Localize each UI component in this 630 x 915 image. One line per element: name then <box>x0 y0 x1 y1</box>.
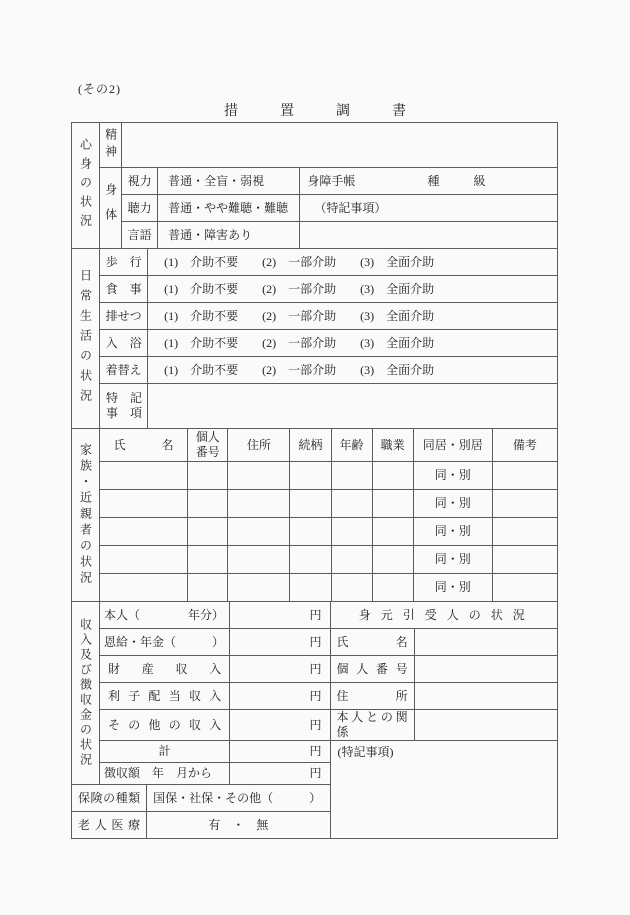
vision-label: 視力 <box>122 168 158 195</box>
daily-life-notes-label-line1: 特 記 <box>106 391 143 405</box>
mind-body-section <box>71 122 558 249</box>
family-section <box>71 428 558 602</box>
body-label <box>100 168 122 249</box>
page-title: 措置調書 <box>224 104 448 119</box>
placement-form <box>71 122 558 839</box>
family-relation-cell <box>290 518 331 546</box>
family-living-options: 同・別 <box>413 574 492 602</box>
eating-label: 食 事 <box>100 276 148 303</box>
family-name-cell <box>100 462 188 490</box>
family-my-number-cell <box>188 518 228 546</box>
income-property-label: 財産収入 <box>100 656 230 683</box>
dressing-label: 着替え <box>100 357 148 384</box>
family-address-cell <box>228 574 290 602</box>
daily-life-notes-input-cell <box>148 384 558 429</box>
income-collection-unit: 円 <box>230 763 330 785</box>
family-name-cell <box>100 518 188 546</box>
income-other-label: その他の収入 <box>100 710 230 741</box>
family-living-options: 同・別 <box>413 462 492 490</box>
family-my-number-cell <box>188 490 228 518</box>
family-occupation-cell <box>372 546 413 574</box>
family-remarks-cell <box>492 490 557 518</box>
body-label-text: 身体 <box>103 183 118 233</box>
mental-label-text: 精神 <box>103 128 118 162</box>
income-total-unit: 円 <box>230 741 330 763</box>
family-age-cell <box>331 490 372 518</box>
guarantor-title: 身元引受人の状況 <box>330 602 558 629</box>
family-occupation-cell <box>372 518 413 546</box>
insurance-type-label: 保険の種類 <box>72 785 147 812</box>
family-address-cell <box>228 490 290 518</box>
family-my-number-cell <box>188 574 228 602</box>
family-row <box>72 546 558 574</box>
family-name-cell <box>100 546 188 574</box>
guarantor-notes-label: (特記事項) <box>330 741 558 839</box>
income-total-label: 計 <box>100 741 230 763</box>
family-occupation-cell <box>372 574 413 602</box>
family-my-number-cell <box>188 546 228 574</box>
family-header-address: 住所 <box>228 429 290 462</box>
income-self-unit: 円 <box>230 602 330 629</box>
family-occupation-cell <box>372 490 413 518</box>
family-header-my-number: 個人番号 <box>188 429 228 462</box>
walking-options: (1) 介助不要 (2) 一部介助 (3) 全面介助 <box>148 249 558 276</box>
hearing-options: 普通・やや難聴・難聴 <box>158 195 300 222</box>
income-section-label-text: 収入及び徴収金の状況 <box>78 618 93 768</box>
family-address-cell <box>228 546 290 574</box>
daily-life-section <box>71 248 558 429</box>
family-relation-cell <box>290 490 331 518</box>
family-my-number-cell <box>188 462 228 490</box>
guarantor-name-label: 氏名 <box>330 629 414 656</box>
handbook-grade-label: 種 <box>427 173 440 188</box>
guarantor-address-input-cell <box>414 683 557 710</box>
family-header-name: 氏 名 <box>100 429 188 462</box>
daily-life-section-label <box>72 249 100 429</box>
mental-input-cell <box>122 123 558 168</box>
toileting-options: (1) 介助不要 (2) 一部介助 (3) 全面介助 <box>148 303 558 330</box>
bathing-label: 入 浴 <box>100 330 148 357</box>
family-name-cell <box>100 574 188 602</box>
family-remarks-cell <box>492 546 557 574</box>
daily-life-notes-label-line2: 事 項 <box>106 406 143 420</box>
family-living-options: 同・別 <box>413 490 492 518</box>
family-remarks-cell <box>492 462 557 490</box>
guarantor-name-input-cell <box>414 629 557 656</box>
family-header-relation: 続柄 <box>290 429 331 462</box>
income-section <box>71 601 558 839</box>
guarantor-relation-label: 本人との関係 <box>330 710 414 741</box>
family-address-cell <box>228 518 290 546</box>
handbook-label: 身障手帳 <box>307 173 356 188</box>
guarantor-my-number-input-cell <box>414 656 557 683</box>
daily-life-notes-label <box>100 384 148 429</box>
income-property-unit: 円 <box>230 656 330 683</box>
mind-body-notes-label: （特記事項） <box>300 195 558 222</box>
mental-label <box>100 123 122 168</box>
guarantor-address-label: 住所 <box>330 683 414 710</box>
family-age-cell <box>331 574 372 602</box>
family-row <box>72 574 558 602</box>
family-age-cell <box>331 462 372 490</box>
hearing-label: 聴力 <box>122 195 158 222</box>
family-header-living: 同居・別居 <box>413 429 492 462</box>
guarantor-my-number-label: 個人番号 <box>330 656 414 683</box>
elderly-care-options: 有 ・ 無 <box>147 812 330 839</box>
page-note: (その2) <box>78 82 121 96</box>
dressing-options: (1) 介助不要 (2) 一部介助 (3) 全面介助 <box>148 357 558 384</box>
family-header-age: 年齢 <box>331 429 372 462</box>
family-row <box>72 462 558 490</box>
mind-body-section-label <box>72 123 100 249</box>
income-self-label: 本人（ 年分） <box>100 602 230 629</box>
family-section-label-text: 家族・近親者の状況 <box>78 443 93 587</box>
eating-options: (1) 介助不要 (2) 一部介助 (3) 全面介助 <box>148 276 558 303</box>
family-remarks-cell <box>492 518 557 546</box>
family-address-cell <box>228 462 290 490</box>
family-living-options: 同・別 <box>413 546 492 574</box>
income-interest-label: 利子配当収入 <box>100 683 230 710</box>
speech-label: 言語 <box>122 222 158 249</box>
income-pension-unit: 円 <box>230 629 330 656</box>
elderly-care-label: 老人医療 <box>72 812 147 839</box>
income-other-unit: 円 <box>230 710 330 741</box>
family-relation-cell <box>290 574 331 602</box>
family-relation-cell <box>290 546 331 574</box>
family-row <box>72 490 558 518</box>
family-relation-cell <box>290 462 331 490</box>
speech-options: 普通・障害あり <box>158 222 300 249</box>
family-header-occupation: 職業 <box>372 429 413 462</box>
toileting-label: 排せつ <box>100 303 148 330</box>
mind-body-notes-input-cell <box>300 222 558 249</box>
income-pension-label: 恩給・年金（ ） <box>100 629 230 656</box>
insurance-type-options: 国保・社保・その他（ ） <box>147 785 330 812</box>
family-name-cell <box>100 490 188 518</box>
family-age-cell <box>331 546 372 574</box>
bathing-options: (1) 介助不要 (2) 一部介助 (3) 全面介助 <box>148 330 558 357</box>
handbook-class-label: 級 <box>473 173 486 188</box>
income-section-label <box>72 602 100 785</box>
family-header-remarks: 備考 <box>492 429 557 462</box>
guarantor-relation-input-cell <box>414 710 557 741</box>
family-row <box>72 518 558 546</box>
family-age-cell <box>331 518 372 546</box>
income-collection-label: 徴収額 年 月から <box>100 763 230 785</box>
vision-options: 普通・全盲・弱視 <box>158 168 300 195</box>
walking-label: 歩 行 <box>100 249 148 276</box>
family-section-label <box>72 429 100 602</box>
family-remarks-cell <box>492 574 557 602</box>
income-interest-unit: 円 <box>230 683 330 710</box>
family-occupation-cell <box>372 462 413 490</box>
daily-life-section-label-text: 日常生活の状況 <box>78 268 93 409</box>
mind-body-section-label-text: 心身の状況 <box>78 138 93 233</box>
family-living-options: 同・別 <box>413 518 492 546</box>
handbook-cell <box>300 168 558 195</box>
